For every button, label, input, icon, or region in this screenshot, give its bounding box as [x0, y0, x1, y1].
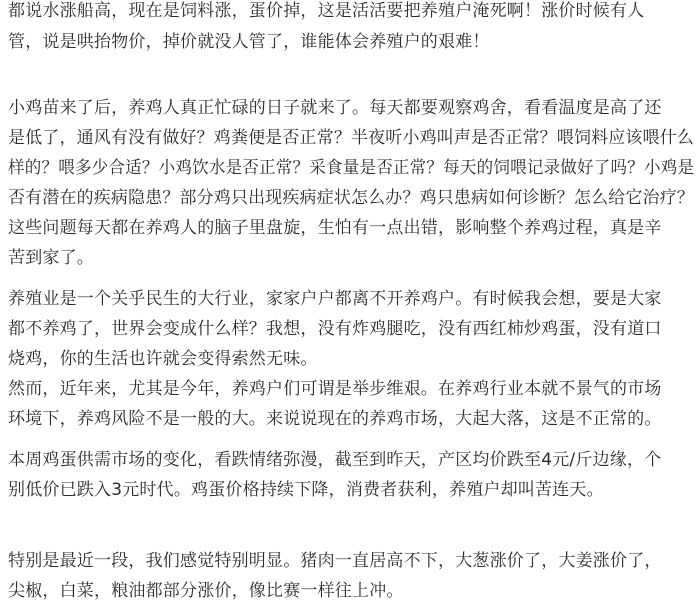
- paragraph-2-line-3: 样的？喂多少合适？小鸡饮水是否正常？采食量是否正常？每天的饲喂记录做好了吗？小鸡是: [8, 158, 695, 178]
- paragraph-3-line-2: 都不养鸡了，世界会变成什么样？我想，没有炸鸡腿吃，没有西红柿炒鸡蛋，没有道口: [8, 319, 662, 339]
- paragraph-2-line-4: 否有潜在的疾病隐患？部分鸡只出现疾病症状怎么办？鸡只患病如何诊断？怎么给它治疗？: [8, 188, 694, 208]
- paragraph-5-line-2: 别低价已跌入3元时代。鸡蛋价格持续下降，消费者获利，养殖户却叫苦连天。: [8, 480, 604, 500]
- paragraph-3-line-3: 烧鸡，你的生活也许就会变得索然无味。: [8, 349, 318, 369]
- paragraph-4-line-2: 环境下，养鸡风险不是一般的大。来说说现在的养鸡市场，大起大落，这是不正常的。: [8, 409, 662, 429]
- paragraph-1-line-1: 都说水涨船高，现在是饲料涨，蛋价掉，这是活活要把养殖户淹死啊！涨价时候有人: [8, 1, 645, 21]
- paragraph-2-line-5: 这些问题每天都在养鸡人的脑子里盘旋，生怕有一点出错，影响整个养鸡过程，真是辛: [8, 218, 662, 238]
- paragraph-6-line-2: 尖椒，白菜，粮油都部分涨价，像比赛一样往上冲。: [8, 581, 404, 601]
- paragraph-3-line-1: 养殖业是一个关乎民生的大行业，家家户户都离不开养鸡户。有时候我会想，要是大家: [8, 289, 662, 309]
- paragraph-1-line-2: 管，说是哄抬物价，掉价就没人管了，谁能体会养殖户的艰难！: [8, 32, 490, 52]
- paragraph-2-line-6: 苦到家了。: [8, 248, 94, 268]
- paragraph-2-line-2: 是低了，通风有没有做好？鸡粪便是否正常？半夜听小鸡叫声是否正常？喂饲料应该喂什么: [8, 128, 694, 148]
- paragraph-4-line-1: 然而，近年来，尤其是今年，养鸡户们可谓是举步维艰。在养鸡行业本就不景气的市场: [8, 379, 662, 399]
- paragraph-5-line-1: 本周鸡蛋供需市场的变化，看跌情绪弥漫，截至到昨天，产区均价跌至4元/斤边缘，个: [8, 450, 662, 470]
- paragraph-6-line-1: 特别是最近一段，我们感觉特别明显。猪肉一直居高不下，大葱涨价了，大姜涨价了，: [8, 551, 662, 571]
- paragraph-2-line-1: 小鸡苗来了后，养鸡人真正忙碌的日子就来了。每天都要观察鸡舍，看看温度是高了还: [8, 98, 662, 118]
